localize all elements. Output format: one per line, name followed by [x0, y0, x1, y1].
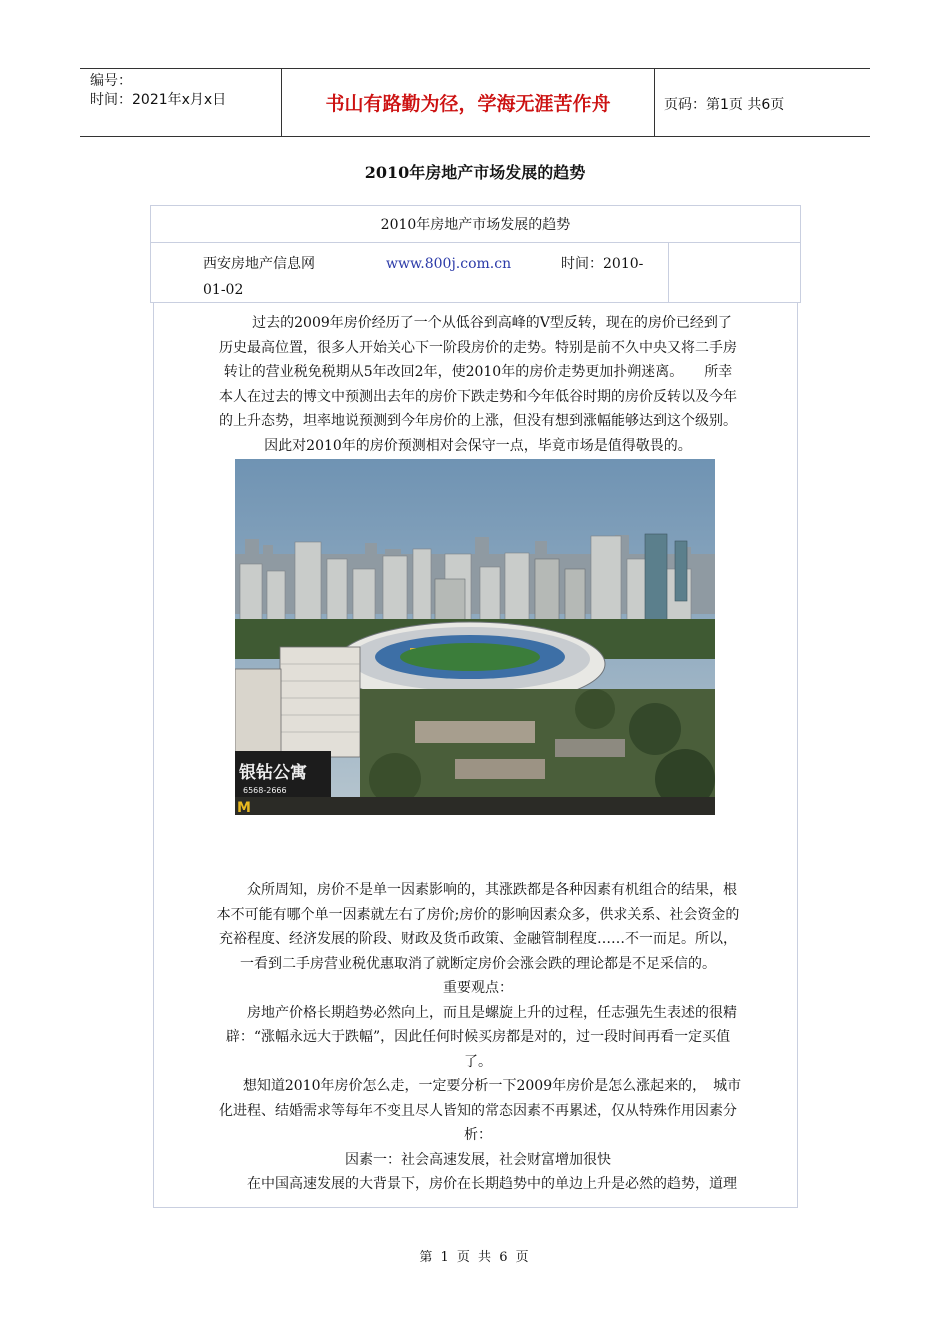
number-label: 编号：	[90, 73, 132, 89]
header-motto: 书山有路勤为径，学海无涯苦作舟	[325, 92, 611, 115]
photo-sign-phone: 6568-2666	[243, 786, 287, 795]
article-date-line2: 01-02	[203, 282, 244, 298]
text-line: 众所周知，房价不是单一因素影响的，其涨跌都是各种因素有机组合的结果，根	[219, 882, 737, 898]
text-line: 化进程、结婚需求等每年不变且尽人皆知的常态因素不再累述，仅从特殊作用因素分	[219, 1102, 737, 1119]
text-line: 想知道2010年房价怎么走，一定要分析一下2009年房价是怎么涨起来的， 城市	[214, 1078, 742, 1094]
city-stadium-photo	[235, 459, 715, 815]
text-line: 了。	[464, 1053, 492, 1070]
header-meta	[90, 72, 275, 110]
text-line: 在中国高速发展的大背景下，房价在长期趋势中的单边上升是必然的趋势，道理	[219, 1176, 737, 1192]
source-link[interactable]: www.800j.com.cn	[386, 256, 512, 272]
info-box-divider	[668, 243, 669, 302]
text-line: 辟：“涨幅永远大于跌幅”，因此任何时候买房都是对的，过一段时间再看一定买值	[225, 1029, 731, 1045]
text-line: 的上升态势，坦率地说预测到今年房价的上涨，但没有想到涨幅能够达到这个级别。	[219, 413, 737, 429]
text-line: 析：	[464, 1127, 492, 1143]
article-source: 西安房地产信息网	[203, 256, 315, 272]
header-divider-right	[654, 68, 655, 136]
document-title: 2010年房地产市场发展的趋势	[364, 163, 586, 182]
header-page-info: 页码：第1页 共6页	[664, 97, 785, 113]
text-line: 房地产价格长期趋势必然向上，而且是螺旋上升的过程，任志强先生表述的很精	[219, 1004, 737, 1021]
article-box-title: 2010年房地产市场发展的趋势	[151, 206, 800, 243]
photo-sign-text: 银钻公寓	[239, 763, 307, 783]
text-line: 因素一：社会高速发展，社会财富增加很快	[345, 1151, 611, 1168]
article-intro	[165, 311, 791, 458]
text-line: 充裕程度、经济发展的阶段、财政及货币政策、金融管制程度……不一而足。所以，	[219, 931, 737, 947]
text-line: 历史最高位置，很多人开始关心下一阶段房价的走势。特别是前不久中央又将二手房	[219, 339, 737, 356]
page-footer: 第 1 页 共 6 页	[419, 1250, 531, 1265]
text-line: 过去的2009年房价经历了一个从低谷到高峰的V型反转，现在的房价已经到了	[224, 315, 732, 331]
article-body	[165, 878, 791, 1197]
fastfood-logo: M	[237, 800, 251, 815]
date-label: 时间：2021年x月x日	[90, 92, 227, 108]
text-line: 转让的营业税免税期从5年改回2年，使2010年的房价走势更加扑朔迷离。 所幸	[223, 364, 733, 380]
text-line: 重要观点：	[443, 980, 513, 996]
article-info-box	[150, 205, 801, 303]
article-date-line1: 时间：2010-	[561, 256, 644, 272]
text-line: 本人在过去的博文中预测出去年的房价下跌走势和今年低谷时期的房价反转以及今年	[219, 388, 737, 405]
header-bottom-rule	[80, 136, 870, 137]
text-line: 因此对2010年的房价预测相对会保守一点，毕竟市场是值得敬畏的。	[264, 437, 692, 454]
text-line: 一看到二手房营业税优惠取消了就断定房价会涨会跌的理论都是不足采信的。	[240, 955, 716, 972]
text-line: 本不可能有哪个单一因素就左右了房价;房价的影响因素众多，供求关系、社会资金的	[216, 906, 740, 923]
